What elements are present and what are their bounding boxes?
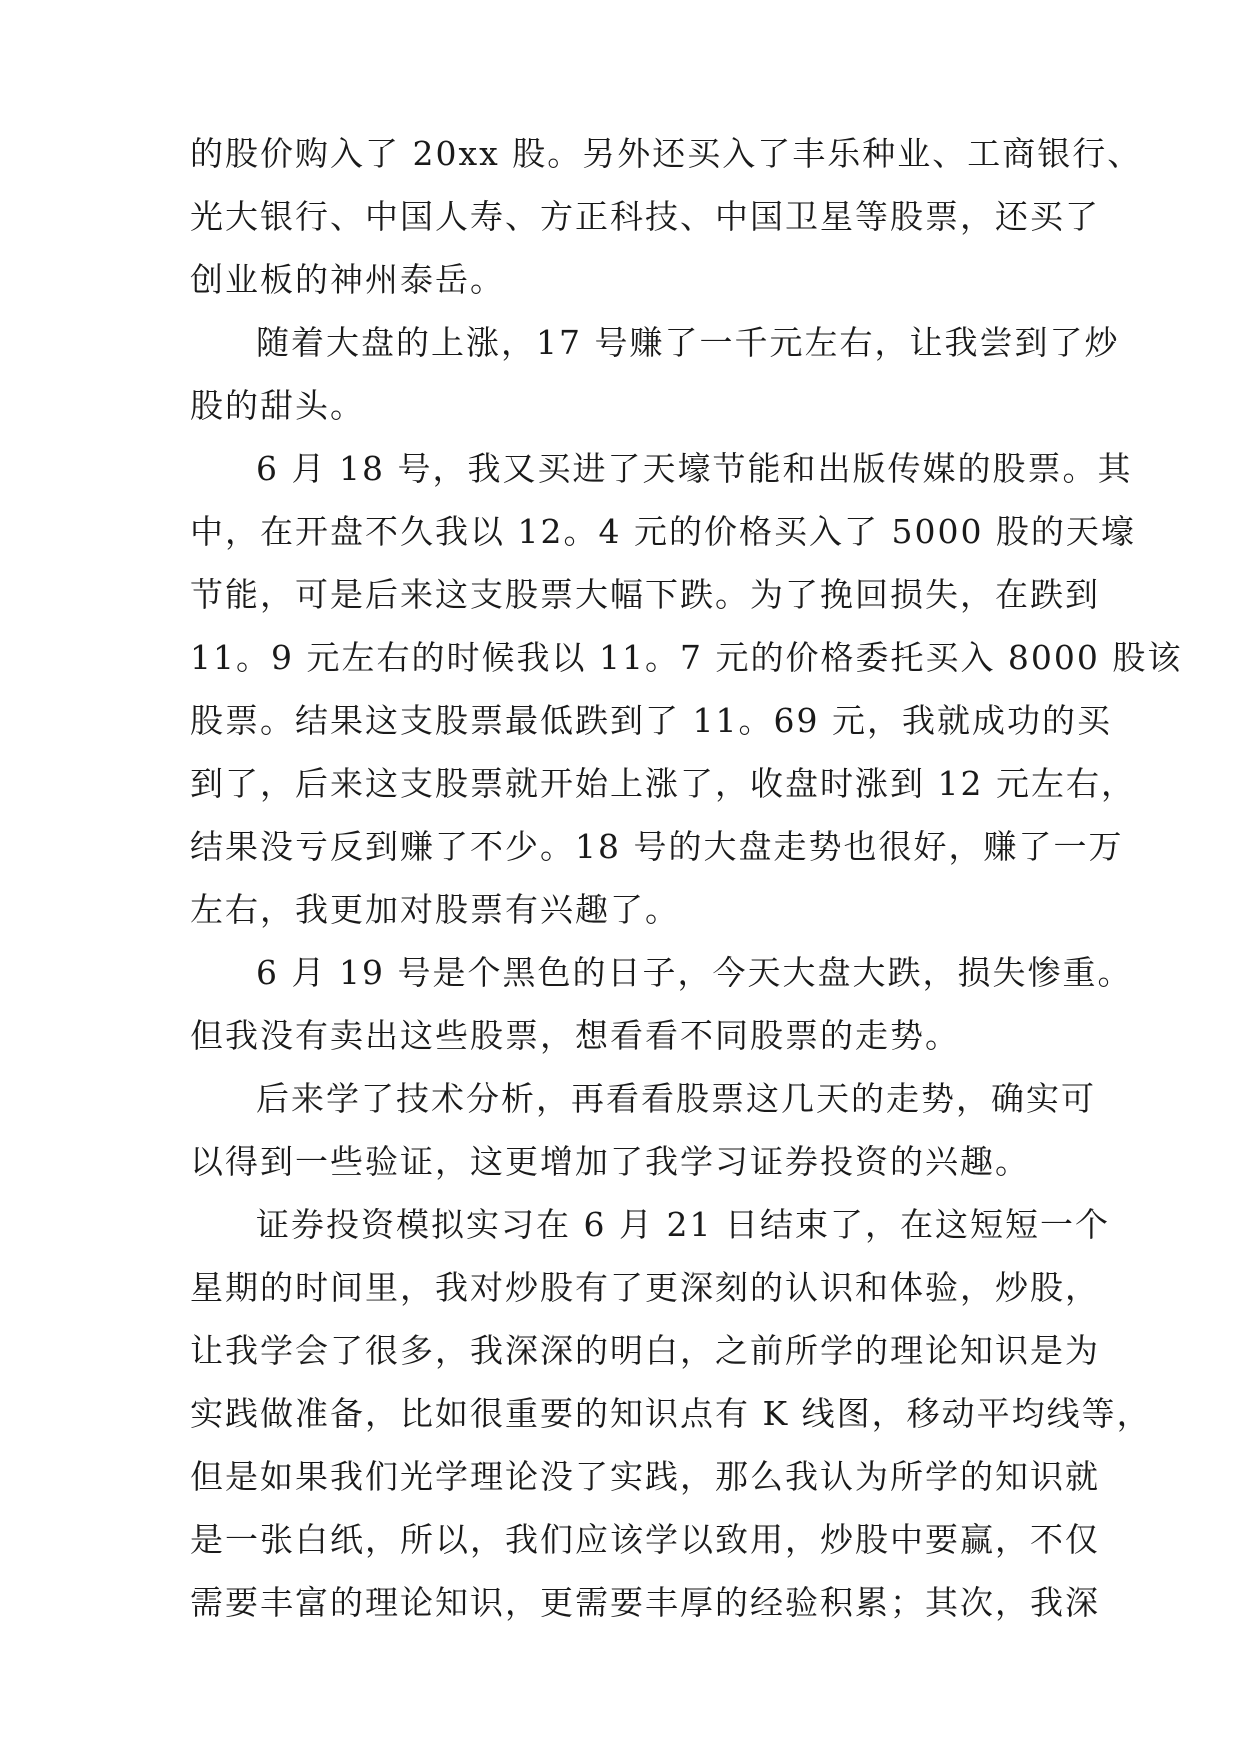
text-line: 随着大盘的上涨，17 号赚了一千元左右，让我尝到了炒 bbox=[256, 323, 1120, 362]
text-line: 左右，我更加对股票有兴趣了。 bbox=[190, 890, 680, 929]
text-line: 股的甜头。 bbox=[190, 386, 365, 425]
text-line: 实践做准备，比如很重要的知识点有 K 线图，移动平均线等， bbox=[190, 1394, 1152, 1433]
text-line: 6 月 18 号，我又买进了天壕节能和出版传媒的股票。其 bbox=[256, 449, 1133, 488]
text-line: 是一张白纸，所以，我们应该学以致用，炒股中要赢，不仅 bbox=[190, 1520, 1100, 1559]
text-line: 创业板的神州泰岳。 bbox=[190, 260, 505, 299]
text-line: 11。9 元左右的时候我以 11。7 元的价格委托买入 8000 股该 bbox=[190, 638, 1183, 677]
text-line: 需要丰富的理论知识，更需要丰厚的经验积累；其次，我深 bbox=[190, 1583, 1100, 1622]
text-line: 以得到一些验证，这更增加了我学习证券投资的兴趣。 bbox=[190, 1142, 1030, 1181]
text-line: 光大银行、中国人寿、方正科技、中国卫星等股票，还买了 bbox=[190, 197, 1100, 236]
text-line: 星期的时间里，我对炒股有了更深刻的认识和体验，炒股， bbox=[190, 1268, 1100, 1307]
text-line: 结果没亏反到赚了不少。18 号的大盘走势也很好，赚了一万 bbox=[190, 827, 1124, 866]
text-line: 后来学了技术分析，再看看股票这几天的走势，确实可 bbox=[256, 1079, 1096, 1118]
text-line: 但是如果我们光学理论没了实践，那么我认为所学的知识就 bbox=[190, 1457, 1100, 1496]
text-line: 但我没有卖出这些股票，想看看不同股票的走势。 bbox=[190, 1016, 960, 1055]
text-line: 让我学会了很多，我深深的明白，之前所学的理论知识是为 bbox=[190, 1331, 1100, 1370]
text-line: 6 月 19 号是个黑色的日子，今天大盘大跌，损失惨重。 bbox=[256, 953, 1133, 992]
text-line: 的股价购入了 20xx 股。另外还买入了丰乐种业、工商银行、 bbox=[190, 134, 1143, 173]
text-line: 股票。结果这支股票最低跌到了 11。69 元，我就成功的买 bbox=[190, 701, 1112, 740]
text-line: 中，在开盘不久我以 12。4 元的价格买入了 5000 股的天壕 bbox=[190, 512, 1136, 551]
text-line: 到了，后来这支股票就开始上涨了，收盘时涨到 12 元左右， bbox=[190, 764, 1136, 803]
text-line: 节能，可是后来这支股票大幅下跌。为了挽回损失，在跌到 bbox=[190, 575, 1100, 614]
text-line: 证券投资模拟实习在 6 月 21 日结束了，在这短短一个 bbox=[256, 1205, 1110, 1244]
